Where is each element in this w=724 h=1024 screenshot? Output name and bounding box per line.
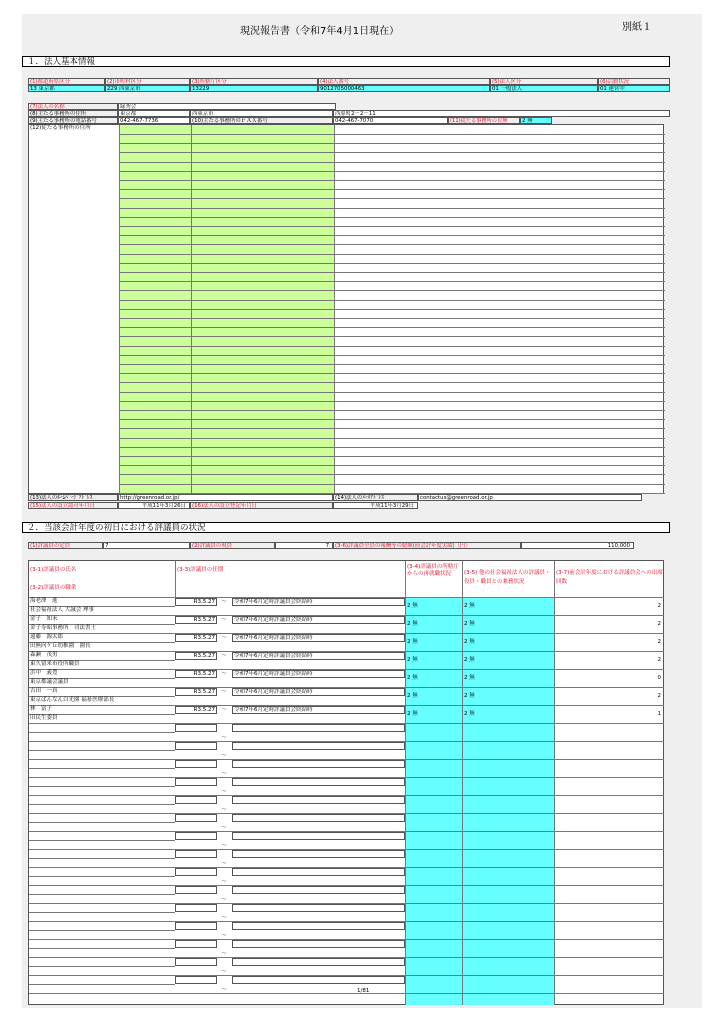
- term-start[interactable]: [175, 868, 217, 876]
- reemployment-status[interactable]: 2 無: [407, 621, 418, 627]
- term-start[interactable]: [175, 940, 217, 948]
- prefecture-value[interactable]: 13 東京都: [28, 85, 105, 92]
- section2-header: ２．当該会計年度の初日における評議員の状況: [22, 522, 670, 533]
- current-value[interactable]: 7: [275, 542, 333, 549]
- concurrent-post-status[interactable]: 2 無: [464, 711, 475, 717]
- councilor-row: [29, 651, 664, 669]
- col-term-header: (3-3)評議員の任期: [177, 567, 224, 573]
- attendance-count[interactable]: 2: [657, 639, 661, 645]
- corp-number-label: (4)法人番号: [318, 78, 490, 85]
- councilor-row: [29, 831, 664, 849]
- term-end[interactable]: 令和7年6月定時評議員会終結時: [232, 670, 405, 678]
- fax-value[interactable]: 042-467-7070: [333, 117, 448, 124]
- term-start[interactable]: R3.5.27: [175, 634, 217, 642]
- page-number: 1/81: [357, 988, 370, 994]
- term-end[interactable]: [232, 742, 405, 750]
- councilor-row: [29, 669, 664, 687]
- doc-title: 現況報告書（令和7年4月1日現在）: [240, 26, 400, 37]
- term-end[interactable]: [232, 832, 405, 840]
- sub-office-address-grid: [28, 124, 664, 494]
- reemployment-status[interactable]: 2 無: [407, 693, 418, 699]
- authorization-date-label: (15)法人の設立認可年月日: [28, 502, 118, 509]
- councilor-name[interactable]: 浜中 義豊: [30, 670, 58, 676]
- phone-label: (9)主たる事務所の電話番号: [28, 117, 118, 124]
- councilor-row: [29, 777, 664, 795]
- term-end[interactable]: 令和7年6月定時評議員会終結時: [232, 616, 405, 624]
- tilde-separator: ～: [221, 807, 227, 813]
- email-value[interactable]: contactus@greenroad.or.jp: [418, 494, 642, 501]
- corp-name-value[interactable]: 緑秀会: [118, 103, 336, 110]
- tilde-separator: ～: [221, 951, 227, 957]
- term-end[interactable]: 令和7年6月定時評議員会終結時: [232, 706, 405, 714]
- tilde-separator: ～: [221, 771, 227, 777]
- councilor-job[interactable]: 旧民生委員: [30, 715, 58, 721]
- section1-header: １．法人基本情報: [22, 56, 670, 67]
- term-end[interactable]: [232, 922, 405, 930]
- total-pay-label: (3-6)評議員全員の報酬等の総額(前会計年度実績)（円）: [333, 542, 521, 549]
- councilor-row: [29, 741, 664, 759]
- term-start[interactable]: [175, 976, 217, 984]
- term-end[interactable]: 令和7年6月定時評議員会終結時: [232, 634, 405, 642]
- concurrent-post-status[interactable]: 2 無: [464, 675, 475, 681]
- term-start[interactable]: [175, 796, 217, 804]
- term-start[interactable]: [175, 832, 217, 840]
- quota-label: (1)評議員の定員: [28, 542, 103, 549]
- attendance-count[interactable]: 2: [657, 693, 661, 699]
- address-prefecture[interactable]: 東京都: [118, 110, 190, 117]
- term-end[interactable]: [232, 868, 405, 876]
- tilde-separator: ～: [221, 617, 227, 623]
- phone-value[interactable]: 042-467-7736: [118, 117, 190, 124]
- activity-label: (6)活動状況: [598, 78, 670, 85]
- concurrent-post-status[interactable]: 2 無: [464, 603, 475, 609]
- tilde-separator: ～: [221, 599, 227, 605]
- activity-value[interactable]: 01 運営中: [598, 85, 670, 92]
- councilor-name[interactable]: 吉田 一真: [30, 688, 58, 694]
- concurrent-post-status[interactable]: 2 無: [464, 639, 475, 645]
- councilor-row: [29, 939, 664, 957]
- councilor-row: [29, 903, 664, 921]
- councilor-row: [29, 795, 664, 813]
- term-end[interactable]: 令和7年6月定時評議員会終結時: [232, 652, 405, 660]
- col-name-header: (3-1)評議員の氏名: [30, 567, 77, 573]
- tilde-separator: ～: [221, 707, 227, 713]
- corp-number-value[interactable]: 9012705000463: [318, 85, 490, 92]
- term-start[interactable]: [175, 922, 217, 930]
- term-end[interactable]: [232, 760, 405, 768]
- reemployment-status[interactable]: 2 無: [407, 711, 418, 717]
- councilor-row: [29, 849, 664, 867]
- councilor-row: [29, 759, 664, 777]
- tilde-separator: ～: [221, 897, 227, 903]
- councilor-job[interactable]: 東久留米市役所職員: [30, 661, 80, 667]
- term-end[interactable]: 令和7年6月定時評議員会終結時: [232, 598, 405, 606]
- tilde-separator: ～: [221, 969, 227, 975]
- councilor-job[interactable]: 金子寿昭事務所 司法書士: [30, 625, 97, 631]
- councilor-job[interactable]: 田無向ケ丘幼稚園 園長: [30, 643, 91, 649]
- tilde-separator: ～: [221, 861, 227, 867]
- municipality-label: (2)市町村区分: [105, 78, 190, 85]
- tilde-separator: ～: [221, 735, 227, 741]
- email-label: (14)法人のﾒｰﾙｱﾄﾞﾚｽ: [333, 494, 418, 501]
- councilor-job[interactable]: 東京ぱんなん白光園 福祉医療部長: [30, 697, 115, 703]
- councilor-row: [29, 867, 664, 885]
- term-start[interactable]: R3.5.27: [175, 706, 217, 714]
- term-end[interactable]: [232, 724, 405, 732]
- tilde-separator: ～: [221, 689, 227, 695]
- councilor-row: [29, 597, 664, 615]
- councilor-row: [29, 723, 664, 741]
- term-start[interactable]: [175, 904, 217, 912]
- term-start[interactable]: [175, 742, 217, 750]
- councilor-row: [29, 813, 664, 831]
- councilor-job[interactable]: 社会福祉法人 大誠会 理事: [30, 607, 94, 613]
- councilor-row: [29, 633, 664, 651]
- reemployment-status[interactable]: 2 無: [407, 639, 418, 645]
- concurrent-post-status[interactable]: 2 無: [464, 657, 475, 663]
- attendance-count[interactable]: 2: [657, 657, 661, 663]
- councilor-row: [29, 921, 664, 939]
- term-start[interactable]: [175, 760, 217, 768]
- term-end[interactable]: [232, 976, 405, 984]
- tilde-separator: ～: [221, 987, 227, 993]
- term-end[interactable]: [232, 850, 405, 858]
- prefecture-label: (1)都道府県区分: [28, 78, 105, 85]
- councilor-row: [29, 687, 664, 705]
- tilde-separator: ～: [221, 879, 227, 885]
- tilde-separator: ～: [221, 789, 227, 795]
- authority-label: (3)所轄庁区分: [190, 78, 318, 85]
- quota-value[interactable]: 7: [103, 542, 190, 549]
- concurrent-post-status[interactable]: 2 無: [464, 621, 475, 627]
- attendance-count[interactable]: 1: [657, 711, 661, 717]
- col-job-header: (3-2)評議員の職業: [30, 585, 77, 591]
- registration-date-value[interactable]: 平成11年3月29日: [333, 502, 418, 509]
- councilor-row: [29, 885, 664, 903]
- term-start[interactable]: [175, 958, 217, 966]
- sub-office-address-label: (12)従たる事務所の住所: [30, 125, 91, 131]
- term-end[interactable]: [232, 796, 405, 804]
- term-end[interactable]: [232, 940, 405, 948]
- corp-name-label: (7)法人の名称: [28, 103, 118, 110]
- term-end[interactable]: [232, 904, 405, 912]
- tilde-separator: ～: [221, 671, 227, 677]
- reemployment-status[interactable]: 2 無: [407, 675, 418, 681]
- registration-date-label: (16)法人の設立登記年月日: [190, 502, 333, 509]
- address-city[interactable]: 西東京市: [190, 110, 333, 117]
- councilor-job[interactable]: 東京都議会議員: [30, 679, 69, 685]
- term-start[interactable]: R3.5.27: [175, 598, 217, 606]
- col-reemp-header: (3-4)評議員の所轄庁からの再就職状況: [407, 564, 459, 577]
- tilde-separator: ～: [221, 933, 227, 939]
- term-start[interactable]: R3.5.27: [175, 652, 217, 660]
- address-label: (8)主たる事務所の住所: [28, 110, 118, 117]
- councilor-name[interactable]: 森瀬 茂男: [30, 652, 58, 658]
- councilor-name[interactable]: 海老澤 進: [30, 598, 58, 604]
- term-start[interactable]: R3.5.27: [175, 616, 217, 624]
- term-start[interactable]: [175, 814, 217, 822]
- authorization-date-value[interactable]: 平成11年3月26日: [118, 502, 190, 509]
- attachment-label: 別紙１: [622, 22, 652, 33]
- term-end[interactable]: [232, 958, 405, 966]
- term-start[interactable]: R3.5.27: [175, 688, 217, 696]
- reemployment-status[interactable]: 2 無: [407, 603, 418, 609]
- councilor-row: [29, 975, 664, 993]
- homepage-label: (13)法人のﾎｰﾑﾍﾟｰｼﾞｱﾄﾞﾚｽ: [28, 494, 118, 501]
- reemployment-status[interactable]: 2 無: [407, 657, 418, 663]
- term-start[interactable]: [175, 724, 217, 732]
- attendance-count[interactable]: 2: [657, 621, 661, 627]
- tilde-separator: ～: [221, 843, 227, 849]
- term-start[interactable]: R3.5.27: [175, 670, 217, 678]
- fax-label: (10)主たる事務所のＦＡＸ番号: [190, 117, 333, 124]
- tilde-separator: ～: [221, 653, 227, 659]
- col-other-header: (3-5) 他の社会福祉法人の評議員・役員・職員との兼務状況: [464, 570, 551, 585]
- attendance-count[interactable]: 2: [657, 603, 661, 609]
- term-start[interactable]: [175, 778, 217, 786]
- term-end[interactable]: 令和7年6月定時評議員会終結時: [232, 688, 405, 696]
- address-street[interactable]: 西原町2－2－11: [333, 110, 670, 117]
- term-end[interactable]: [232, 778, 405, 786]
- tilde-separator: ～: [221, 753, 227, 759]
- tilde-separator: ～: [221, 635, 227, 641]
- councilor-row: [29, 615, 664, 633]
- term-start[interactable]: [175, 850, 217, 858]
- term-end[interactable]: [232, 814, 405, 822]
- tilde-separator: ～: [221, 825, 227, 831]
- col-attend-header: (3-7)前会計年度における評議員会への出席回数: [556, 570, 663, 585]
- term-end[interactable]: [232, 886, 405, 894]
- report-page: [22, 14, 702, 1008]
- councilor-table: [28, 560, 664, 1005]
- current-label: (2)評議員の現員: [190, 542, 275, 549]
- sub-office-value[interactable]: 2 無: [520, 117, 552, 124]
- councilor-row: [29, 957, 664, 975]
- sub-office-label: (11)従たる事務所の有無: [448, 117, 520, 124]
- concurrent-post-status[interactable]: 2 無: [464, 693, 475, 699]
- total-pay-value[interactable]: 110,000: [521, 542, 634, 549]
- authority-value[interactable]: 13229: [190, 85, 318, 92]
- municipality-value[interactable]: 229 西東京市: [105, 85, 190, 92]
- councilor-row: [29, 705, 664, 723]
- attendance-count[interactable]: 0: [657, 675, 661, 681]
- corp-type-value[interactable]: 01 一般法人: [490, 85, 598, 92]
- councilor-name[interactable]: 遠藤 源太郎: [30, 634, 64, 640]
- term-start[interactable]: [175, 886, 217, 894]
- councilor-name[interactable]: 林 富子: [30, 706, 53, 712]
- corp-type-label: (5)法人区分: [490, 78, 598, 85]
- tilde-separator: ～: [221, 915, 227, 921]
- homepage-value[interactable]: http://greenroad.or.jp/: [118, 494, 333, 501]
- councilor-name[interactable]: 金子 知未: [30, 616, 58, 622]
